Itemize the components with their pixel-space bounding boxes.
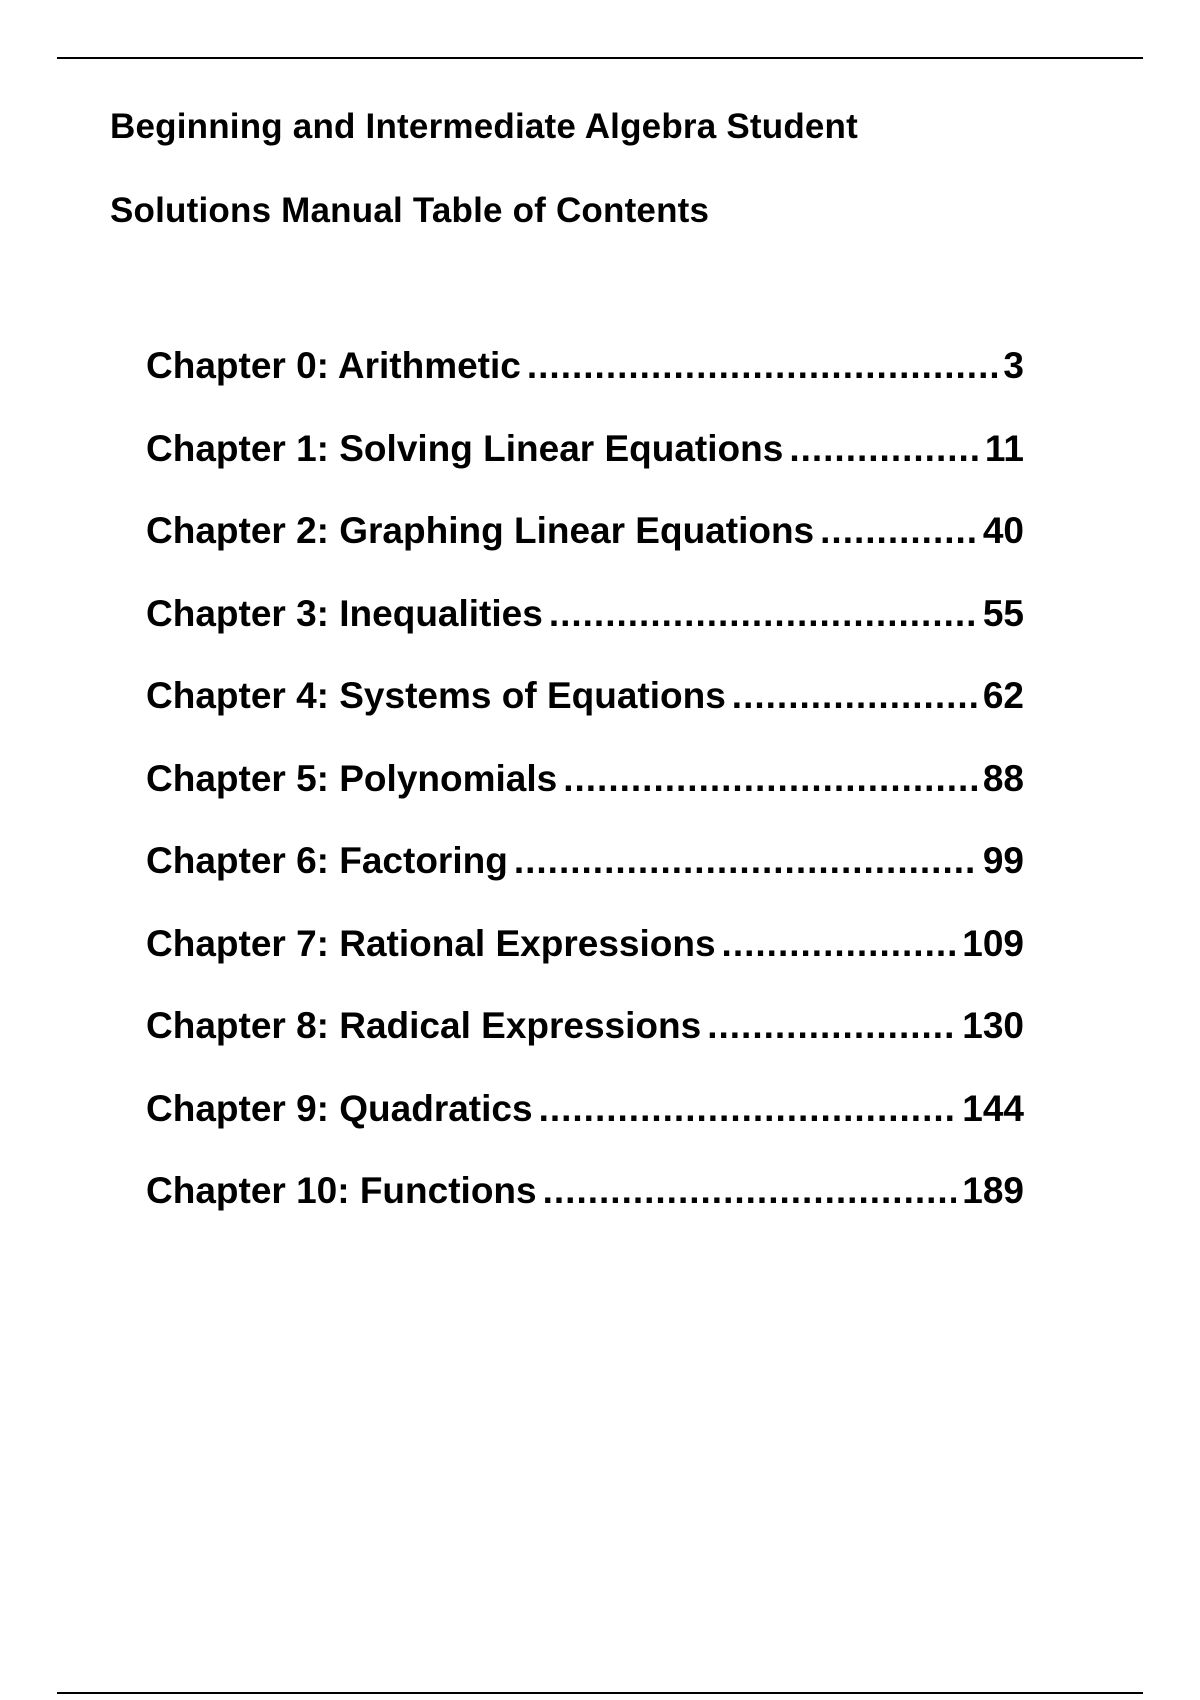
toc-entry-label: Chapter 0: Arithmetic [146,345,521,386]
toc-entry-label: Chapter 10: Functions [146,1170,537,1211]
toc-entry-page: 189 [962,1170,1024,1211]
toc-dot-leader [527,325,998,408]
toc-dot-leader [549,573,977,656]
toc-dot-leader [543,1150,957,1233]
toc-entry-page: 3 [1003,345,1024,386]
toc-entry-page: 55 [982,592,1024,634]
toc-dot-leader [514,820,977,903]
toc-entry-chapter-5[interactable] [146,738,1024,821]
toc-entry-page: 88 [982,757,1024,799]
toc-dot-leader [732,655,977,738]
toc-entry-page: 99 [982,840,1024,881]
toc-entry-page: 144 [962,1087,1024,1129]
header-rule [57,57,1143,59]
toc-entry-label: Chapter 6: Factoring [146,840,508,881]
toc-entry-chapter-10[interactable] [146,1150,1024,1233]
toc-dot-leader [789,408,979,491]
title-line-2: Solutions Manual Table of Contents [110,191,710,230]
toc-entry-chapter-2[interactable] [146,490,1024,573]
toc-entry-chapter-0[interactable] [146,325,1024,408]
toc-entry-page: 109 [962,922,1024,964]
toc-entry-label: Chapter 5: Polynomials [146,757,558,799]
toc-entry-chapter-3[interactable] [146,573,1024,656]
toc-entry-label: Chapter 3: Inequalities [146,592,543,634]
toc-entry-chapter-4[interactable] [146,655,1024,738]
toc-dot-leader [539,1068,957,1151]
toc-entry-label: Chapter 9: Quadratics [146,1087,533,1129]
toc-entry-label: Chapter 2: Graphing Linear Equations [146,510,815,551]
toc-entry-chapter-1[interactable] [146,408,1024,491]
toc-entry-label: Chapter 7: Rational Expressions [146,922,716,964]
toc-entry-page: 62 [982,675,1024,716]
toc-entry-page: 40 [982,510,1024,551]
table-of-contents [146,325,1024,1233]
toc-dot-leader [722,903,957,986]
toc-entry-chapter-7[interactable] [146,903,1024,986]
toc-entry-chapter-8[interactable] [146,985,1024,1068]
toc-entry-label: Chapter 1: Solving Linear Equations [146,427,784,469]
toc-dot-leader [820,490,977,573]
toc-entry-label: Chapter 8: Radical Expressions [146,1005,702,1046]
toc-entry-label: Chapter 4: Systems of Equations [146,675,726,716]
title-line-1: Beginning and Intermediate Algebra Student [110,107,858,146]
toc-dot-leader [707,985,956,1068]
toc-entry-chapter-9[interactable] [146,1068,1024,1151]
toc-entry-page: 130 [962,1005,1024,1046]
footer-rule [57,1692,1143,1694]
toc-entry-page: 11 [984,427,1024,469]
toc-entry-chapter-6[interactable] [146,820,1024,903]
toc-dot-leader [563,738,977,821]
document-title [110,85,1010,253]
